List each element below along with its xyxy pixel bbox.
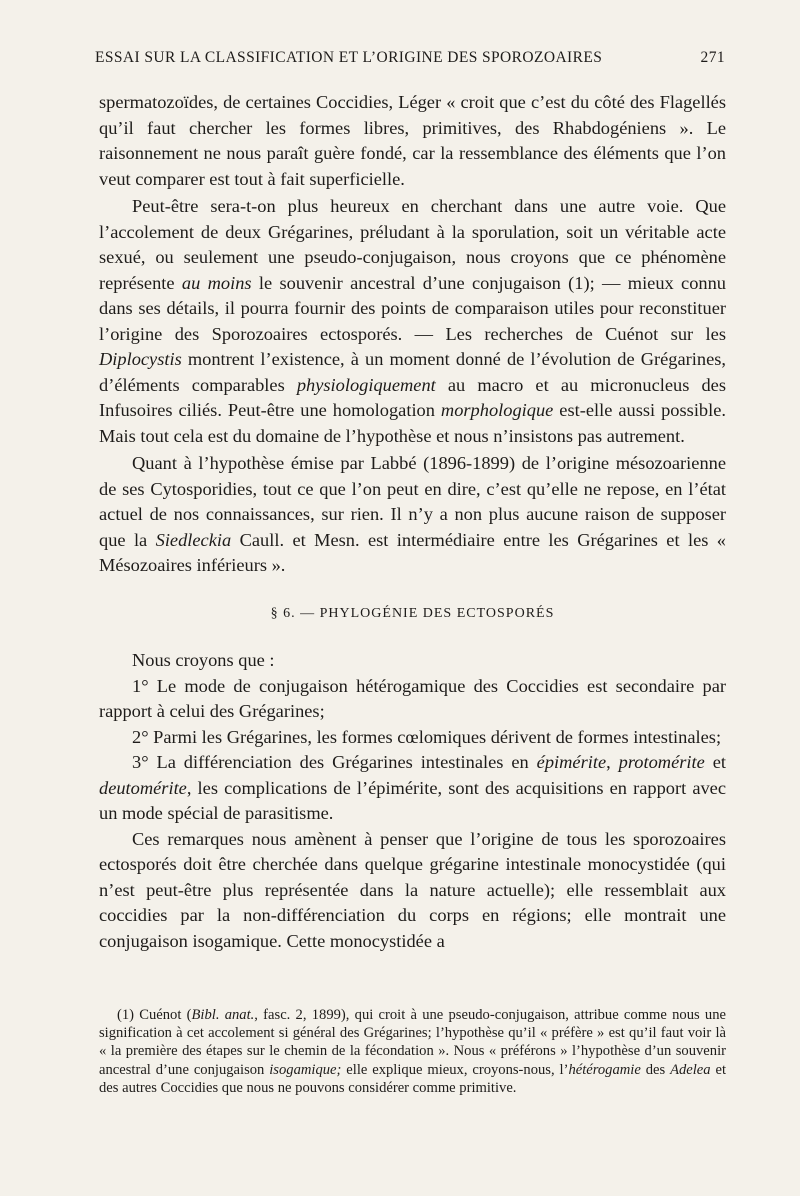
italic-run: épimérite (536, 752, 607, 772)
paragraph-4: Nous croyons que : (132, 650, 275, 670)
text-run: elle explique mieux, croyons-nous, l’ (341, 1061, 569, 1078)
italic-run: au moins (181, 272, 252, 293)
main-text (99, 90, 726, 954)
italic-run: morphologique (440, 400, 554, 420)
text-run: 3° La différenciation des Grégarines intestinales en (132, 752, 537, 772)
paragraph-1 (99, 90, 726, 192)
text-run: le souvenir ancestral d’une conjugaison (1); — mieux connu dans ses détails, il pourra fournir des points de comparaison utiles pour reconstituer l’origine des Sporozoaires ectosporés. — Les recherches de Cuénot sur les (99, 272, 726, 344)
paragraph-8: Ces remarques nous amènent à penser que l’origine de tous les sporozoaires ectosporés doit être cherchée dans quelque grégarine intestinale monocystidée (qui n’est peut-être plus représentée dans la nature actuelle); elle ressemblait aux coccidies par la non-différenciation du corps en régions; elle montrait une conjugaison isogamique. Cette monocystidée a (99, 828, 726, 951)
paragraph-5: 1° Le mode de conjugaison hétérogamique des Coccidies est secondaire par rapport à celui des Grégarines; (99, 675, 726, 721)
italic-run: isogamique; (269, 1061, 342, 1078)
text-run: Quant à l’hypothèse émise par Labbé (1896-1899) de l’origine mésozoarienne de ses Cytosporidies, tout ce que l’on peut en dire, c’est qu’elle ne repose, en l’état actuel de nos connaissances, sur rien. Il n’y a non plus aucune raison de supposer que la (99, 453, 726, 550)
italic-run: Siedleckia (155, 529, 232, 550)
text-run: est-elle aussi possible. Mais tout cela est du domaine de l’hypothèse et nous n’insistons pas autrement. (99, 400, 726, 446)
italic-run: Adelea (670, 1061, 711, 1078)
footnote-block (99, 1006, 726, 1097)
running-header (95, 49, 725, 67)
text-run: , fasc. 2, 1899), qui croit à une pseudo-conjugaison, attribue comme nous une signification à cet accolement si général des Grégarines; l’hypothèse qu’il « préfère » est qu’il faut voir là « la première des étapes sur le chemin de la fécondation ». Nous « préférons » l’hypothèse d’un souvenir ancestral d’une conjugaison (99, 1007, 726, 1078)
footnote-1 (99, 1006, 726, 1097)
text-run: spermatozoïdes, de certaines Coccidies, Léger « croit que c’est du côté des Flagellés qu’il faut chercher les formes libres, primitives, des Rhabdogéniens ». Le raisonnement ne nous paraît guère fondé, car la ressemblance des éléments que l’on veut comparer est tout à fait superficielle. (99, 92, 726, 189)
text-run: et (704, 752, 726, 772)
text-run: Caull. et Mesn. est intermédiaire entre les Grégarines et les « Mésozoaires inférieurs ». (99, 529, 726, 575)
paragraph-7 (99, 750, 726, 827)
text-run: et des autres Coccidies que nous ne pouvons considérer comme primitive. (99, 1061, 727, 1096)
header-title: ESSAI SUR LA CLASSIFICATION ET L’ORIGINE DES SPOROZOAIRES (95, 49, 603, 66)
paragraph-2 (99, 194, 726, 449)
paragraph-6: 2° Parmi les Grégarines, les formes cœlomiques dérivent de formes intestinales; (132, 726, 722, 747)
text-run: montrent l’existence, à un moment donné de l’évolution de Grégarines, d’éléments comparables (99, 349, 726, 395)
italic-run: Bibl. anat. (191, 1007, 255, 1023)
text-run: au macro et au micronucleus des Infusoires ciliés. Peut-être une homologation (99, 374, 726, 420)
text-run: (1) Cuénot ( (117, 1007, 192, 1023)
italic-run: physiologiquement (296, 374, 436, 395)
paragraph-3 (99, 451, 726, 579)
italic-run: protomérite (618, 752, 705, 772)
section-heading: § 6. — PHYLOGÉNIE DES ECTOSPORÉS (270, 605, 555, 621)
italic-run: Diplocystis (99, 349, 182, 369)
italic-run: deutomérite (99, 777, 187, 798)
text-run: , (606, 752, 619, 772)
italic-run: hétérogamie (568, 1061, 641, 1078)
text-run: Peut-être sera-t-on plus heureux en cherchant dans une autre voie. Que l’accolement de deux Grégarines, préludant à la sporulation, soit un véritable acte sexué, ou seulement une pseudo-conjugaison, nous croyons que ce phénomène représente (99, 196, 726, 293)
text-run: , les complications de l’épimérite, sont des acquisitions en rapport avec un mode spécial de parasitisme. (99, 777, 726, 823)
page-number: 271 (700, 49, 725, 66)
text-run: des (640, 1061, 671, 1078)
